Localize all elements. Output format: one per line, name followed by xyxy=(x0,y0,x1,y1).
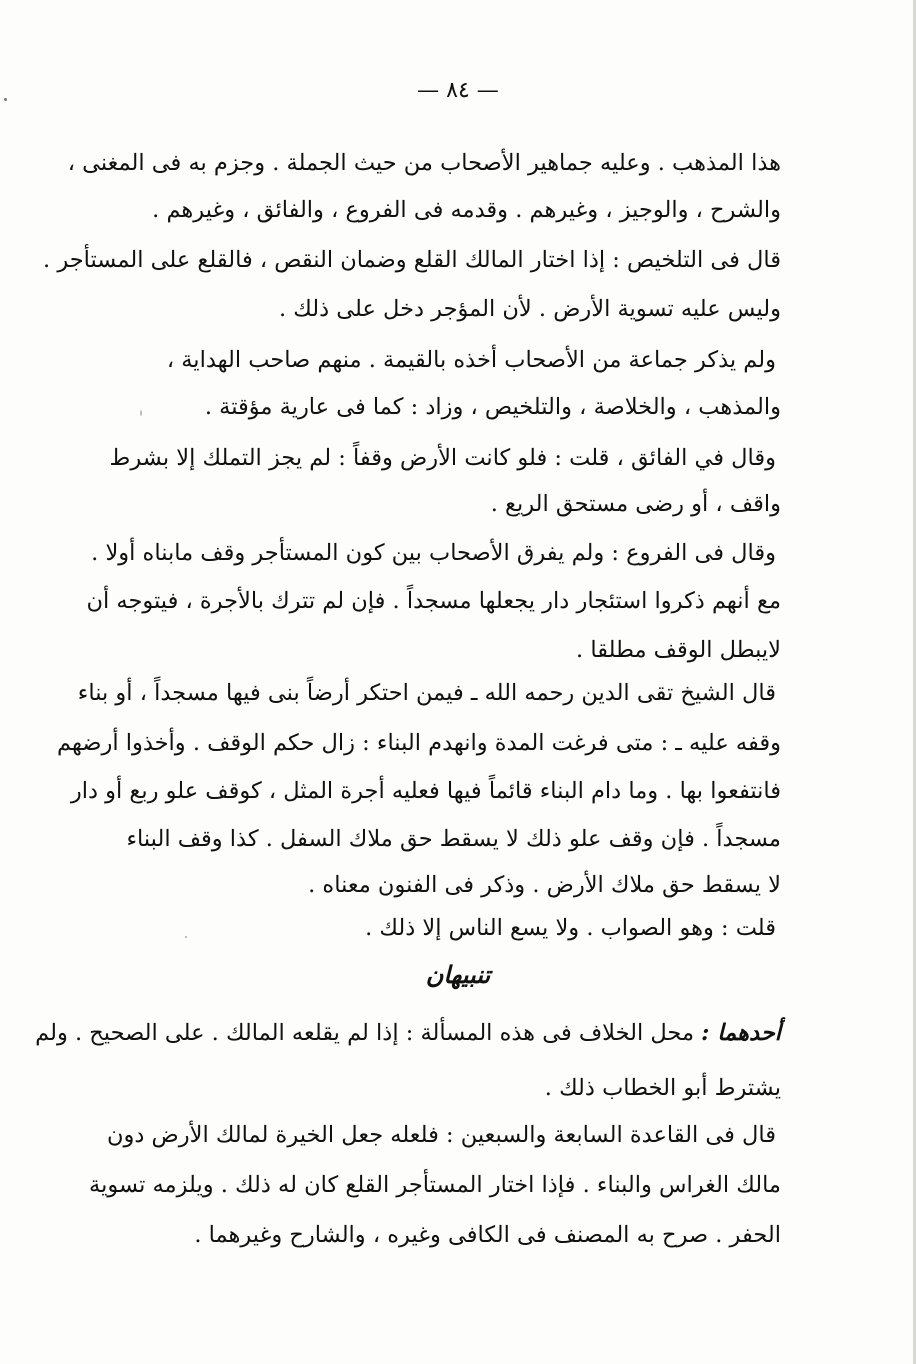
text-line-5: ولم يذكر جماعة من الأصحاب أخذه بالقيمة . منهم صاحب الهداية ، xyxy=(166,347,776,373)
section-heading: تنبيهان xyxy=(425,960,491,989)
text-line-6: والمذهب ، والخلاصة ، والتلخيص ، وزاد : كما فى عارية مؤقتة . xyxy=(204,394,781,420)
text-line-21: مالك الغراس والبناء . فإذا اختار المستأجر القلع كان له ذلك . ويلزمه تسوية xyxy=(89,1172,781,1198)
text-line-1: هذا المذهب . وعليه جماهير الأصحاب من حيث الجملة . وجزم به فى المغنى ، xyxy=(67,150,781,176)
text-line-12: قال الشيخ تقى الدين رحمه الله ـ فيمن احتكر أرضاً بنى فيها مسجداً ، أو بناء xyxy=(77,680,776,706)
text-line-18 xyxy=(35,1020,781,1046)
scan-speck xyxy=(4,98,7,101)
page-number: — ٨٤ — xyxy=(417,78,499,103)
text-line-18-rest: محل الخلاف فى هذه المسألة : إذا لم يقلعه المالك . على الصحيح . ولم xyxy=(35,1020,694,1046)
text-line-10: مع أنهم ذكروا استئجار دار يجعلها مسجداً . فإن لم تترك بالأجرة ، فيتوجه أن xyxy=(86,588,781,614)
text-line-7: وقال في الفائق ، قلت : فلو كانت الأرض وقفاً : لم يجز التملك إلا بشرط xyxy=(109,445,776,471)
text-line-14: فانتفعوا بها . وما دام البناء قائماً فيها فعليه أجرة المثل ، كوقف علو ربع أو دار xyxy=(70,778,781,804)
text-line-16: لا يسقط حق ملاك الأرض . وذكر فى الفنون معناه . xyxy=(308,872,781,898)
text-line-15: مسجداً . فإن وقف علو ذلك لا يسقط حق ملاك السفل . كذا وقف البناء xyxy=(126,826,781,852)
text-line-2: والشرح ، والوجيز ، وغيرهم . وقدمه فى الفروع ، والفائق ، وغيرهم . xyxy=(152,197,781,223)
text-line-11: لايبطل الوقف مطلقا . xyxy=(576,637,781,663)
text-line-4: وليس عليه تسوية الأرض . لأن المؤجر دخل على ذلك . xyxy=(278,296,781,322)
text-line-19: يشترط أبو الخطاب ذلك . xyxy=(544,1075,781,1101)
text-line-20: قال فى القاعدة السابعة والسبعين : فلعله جعل الخيرة لمالك الأرض دون xyxy=(106,1122,776,1148)
text-line-22: الحفر . صرح به المصنف فى الكافى وغيره ، والشارح وغيرهما . xyxy=(194,1222,781,1248)
text-line-13: وقفه عليه ـ : متى فرغت المدة وانهدم البناء : زال حكم الوقف . وأخذوا أرضهم xyxy=(57,730,781,756)
text-line-17: قلت : وهو الصواب . ولا يسع الناس إلا ذلك . xyxy=(365,915,776,941)
scan-speck xyxy=(140,410,142,416)
text-line-9: وقال فى الفروع : ولم يفرق الأصحاب بين كون المستأجر وقف مابناه أولا . xyxy=(91,540,776,566)
lead-word: أحدهما : xyxy=(701,1020,781,1046)
text-line-8: واقف ، أو رضى مستحق الريع . xyxy=(490,491,781,517)
scan-speck xyxy=(185,936,187,938)
text-line-3: قال فى التلخيص : إذا اختار المالك القلع وضمان النقص ، فالقلع على المستأجر . xyxy=(43,247,781,273)
